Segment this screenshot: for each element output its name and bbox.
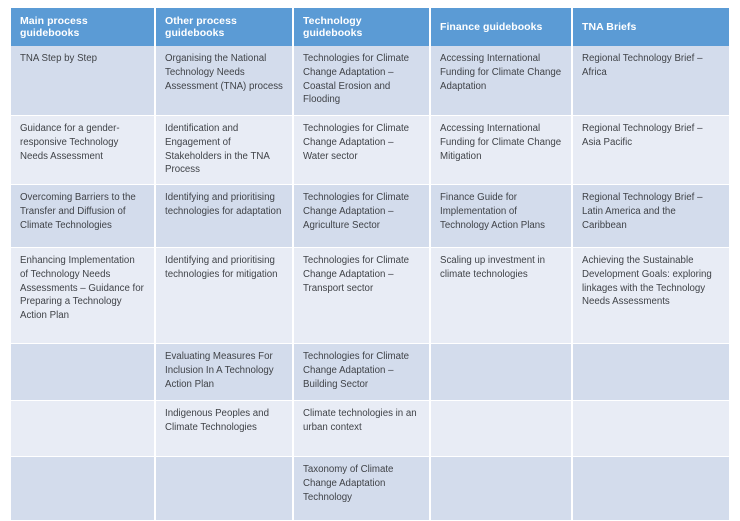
cell-text: Scaling up investment in climate technologies bbox=[440, 255, 546, 280]
cell-finance bbox=[430, 46, 572, 116]
cell-text: Enhancing Implementation of Technology Needs Assessments – Guidance for Preparing a Technology Action Plan bbox=[20, 255, 144, 322]
cell-text: Identification and Engagement of Stakeholders in the TNA Process bbox=[165, 123, 270, 176]
cell-finance bbox=[430, 401, 572, 457]
table-row bbox=[11, 401, 729, 457]
cell-finance bbox=[430, 248, 572, 344]
column-header-other-process: Other process guidebooks bbox=[155, 8, 293, 46]
column-header-finance: Finance guidebooks bbox=[430, 8, 572, 46]
cell-tna-briefs bbox=[572, 248, 729, 344]
cell-technology bbox=[293, 344, 430, 401]
cell-finance bbox=[430, 344, 572, 401]
cell-other-process bbox=[155, 46, 293, 116]
cell-technology bbox=[293, 401, 430, 457]
cell-other-process bbox=[155, 248, 293, 344]
cell-text: Organising the National Technology Needs Assessment (TNA) process bbox=[165, 53, 283, 92]
cell-other-process bbox=[155, 116, 293, 185]
cell-tna-briefs bbox=[572, 46, 729, 116]
cell-text: Technologies for Climate Change Adaptation – Coastal Erosion and Flooding bbox=[303, 53, 410, 106]
column-header-technology: Technology guidebooks bbox=[293, 8, 430, 46]
cell-text: Regional Technology Brief – Latin America and the Caribbean bbox=[582, 192, 703, 231]
cell-text: Technologies for Climate Change Adaptation – Water sector bbox=[303, 123, 410, 162]
cell-text: Climate technologies in an urban context bbox=[303, 408, 417, 433]
cell-other-process bbox=[155, 344, 293, 401]
table-row bbox=[11, 457, 729, 521]
cell-main-process bbox=[11, 185, 155, 248]
cell-technology bbox=[293, 185, 430, 248]
cell-text: Identifying and prioritising technologies for adaptation bbox=[165, 192, 282, 217]
table-header bbox=[11, 8, 729, 46]
cell-tna-briefs bbox=[572, 457, 729, 521]
cell-main-process bbox=[11, 344, 155, 401]
table-row bbox=[11, 185, 729, 248]
cell-text: Evaluating Measures For Inclusion In A Technology Action Plan bbox=[165, 351, 274, 390]
cell-finance bbox=[430, 116, 572, 185]
cell-text: Guidance for a gender-responsive Technology Needs Assessment bbox=[20, 123, 120, 162]
table-row bbox=[11, 344, 729, 401]
cell-main-process bbox=[11, 457, 155, 521]
table-row bbox=[11, 46, 729, 116]
cell-other-process bbox=[155, 457, 293, 521]
cell-text: Technologies for Climate Change Adaptation – Transport sector bbox=[303, 255, 410, 294]
cell-technology bbox=[293, 248, 430, 344]
cell-main-process bbox=[11, 46, 155, 116]
column-header-tna-briefs: TNA Briefs bbox=[572, 8, 729, 46]
column-header-main-process: Main process guidebooks bbox=[11, 8, 155, 46]
cell-tna-briefs bbox=[572, 344, 729, 401]
cell-main-process bbox=[11, 116, 155, 185]
cell-tna-briefs bbox=[572, 116, 729, 185]
cell-technology bbox=[293, 46, 430, 116]
cell-text: Finance Guide for Implementation of Technology Action Plans bbox=[440, 192, 546, 231]
table-row bbox=[11, 116, 729, 185]
cell-text: Regional Technology Brief – Africa bbox=[582, 53, 703, 78]
cell-text: Indigenous Peoples and Climate Technologies bbox=[165, 408, 269, 433]
cell-main-process bbox=[11, 248, 155, 344]
cell-text: Taxonomy of Climate Change Adaptation Technology bbox=[303, 464, 394, 503]
cell-text: Regional Technology Brief – Asia Pacific bbox=[582, 123, 703, 148]
cell-tna-briefs bbox=[572, 185, 729, 248]
cell-technology bbox=[293, 457, 430, 521]
cell-text: Identifying and prioritising technologies for mitigation bbox=[165, 255, 278, 280]
cell-technology bbox=[293, 116, 430, 185]
table-row bbox=[11, 248, 729, 344]
cell-other-process bbox=[155, 185, 293, 248]
cell-finance bbox=[430, 185, 572, 248]
cell-text: TNA Step by Step bbox=[20, 53, 98, 64]
cell-text: Achieving the Sustainable Development Goals: exploring linkages with the Technology Needs Assessments bbox=[582, 255, 712, 308]
table-header-row bbox=[11, 8, 729, 46]
cell-text: Technologies for Climate Change Adaptation – Agriculture Sector bbox=[303, 192, 410, 231]
cell-tna-briefs bbox=[572, 401, 729, 457]
cell-text: Overcoming Barriers to the Transfer and Diffusion of Climate Technologies bbox=[20, 192, 136, 231]
cell-finance bbox=[430, 457, 572, 521]
cell-text: Accessing International Funding for Climate Change Mitigation bbox=[440, 123, 562, 162]
table-body bbox=[11, 46, 729, 521]
cell-text: Technologies for Climate Change Adaptation – Building Sector bbox=[303, 351, 410, 390]
guidebooks-table-container bbox=[11, 8, 729, 521]
cell-text: Accessing International Funding for Climate Change Adaptation bbox=[440, 53, 562, 92]
cell-main-process bbox=[11, 401, 155, 457]
cell-other-process bbox=[155, 401, 293, 457]
guidebooks-table bbox=[11, 8, 729, 521]
